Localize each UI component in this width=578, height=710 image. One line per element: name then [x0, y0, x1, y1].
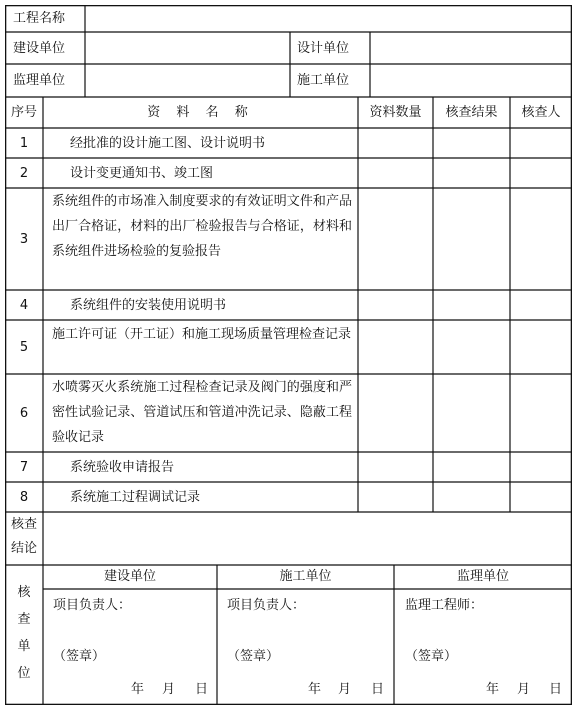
project-name-label: 工程名称	[13, 11, 66, 26]
sign-date-month: 月	[338, 682, 352, 697]
row-number: 1	[19, 136, 29, 151]
constructor-label: 施工单位	[297, 73, 350, 88]
row-number: 3	[19, 232, 29, 247]
column-header-no: 序号	[10, 105, 37, 120]
row-number: 8	[19, 490, 29, 505]
sign-seal-label: （签章）	[227, 649, 280, 664]
sign-side-label: 查	[17, 612, 31, 627]
row-number: 6	[19, 406, 29, 421]
column-header-checker: 核查人	[521, 105, 561, 120]
sign-date-month: 月	[517, 682, 531, 697]
sign-person-label: 项目负责人：	[227, 598, 306, 613]
sign-side-label: 位	[17, 666, 31, 681]
sign-date-year: 年	[131, 682, 145, 697]
sign-person-label: 监理工程师：	[405, 598, 484, 613]
sign-date-day: 日	[195, 682, 209, 697]
sign-date-day: 日	[549, 682, 563, 697]
sign-date-year: 年	[486, 682, 500, 697]
sign-person-label: 项目负责人：	[53, 598, 132, 613]
supervisor-label: 监理单位	[13, 73, 66, 88]
row-name: 设计变更通知书、竣工图	[70, 166, 214, 181]
row-number: 2	[19, 166, 29, 181]
sign-date-day: 日	[371, 682, 385, 697]
conclusion-label: 核查	[11, 517, 38, 532]
sign-date-year: 年	[308, 682, 322, 697]
designer-label: 设计单位	[297, 41, 350, 56]
conclusion-label: 结论	[11, 541, 38, 556]
row-number: 4	[19, 298, 29, 313]
row-name: 系统组件的安装使用说明书	[70, 298, 227, 313]
column-header-result: 核查结果	[445, 105, 498, 120]
row-name: 水喷雾灭火系统施工过程检查记录及阀门的强度和严密性试验记录、管道试压和管道冲洗记录、隐蔽工程验收记录	[52, 380, 352, 445]
row-name: 系统验收申请报告	[70, 460, 175, 475]
sign-unit-title: 监理单位	[456, 569, 509, 584]
sign-date-month: 月	[162, 682, 176, 697]
sign-side-label: 单	[17, 639, 31, 654]
row-name: 施工许可证（开工证）和施工现场质量管理检查记录	[52, 327, 352, 342]
builder-label: 建设单位	[13, 41, 66, 56]
column-header-count: 资料数量	[369, 105, 422, 120]
row-number: 7	[19, 460, 29, 475]
inspection-form	[5, 5, 572, 705]
row-number: 5	[19, 340, 29, 355]
sign-seal-label: （签章）	[405, 649, 458, 664]
row-name: 系统施工过程调试记录	[70, 490, 201, 505]
sign-unit-title: 建设单位	[103, 569, 156, 584]
sign-unit-title: 施工单位	[279, 569, 332, 584]
sign-side-label: 核	[17, 585, 31, 600]
row-name: 经批准的设计施工图、设计说明书	[70, 136, 266, 151]
row-name: 系统组件的市场准入制度要求的有效证明文件和产品出厂合格证，材料的出厂检验报告与合格证，材料和系统组件进场检验的复验报告	[52, 194, 352, 259]
sign-seal-label: （签章）	[53, 649, 106, 664]
column-header-name: 资 料 名 称	[147, 105, 254, 120]
